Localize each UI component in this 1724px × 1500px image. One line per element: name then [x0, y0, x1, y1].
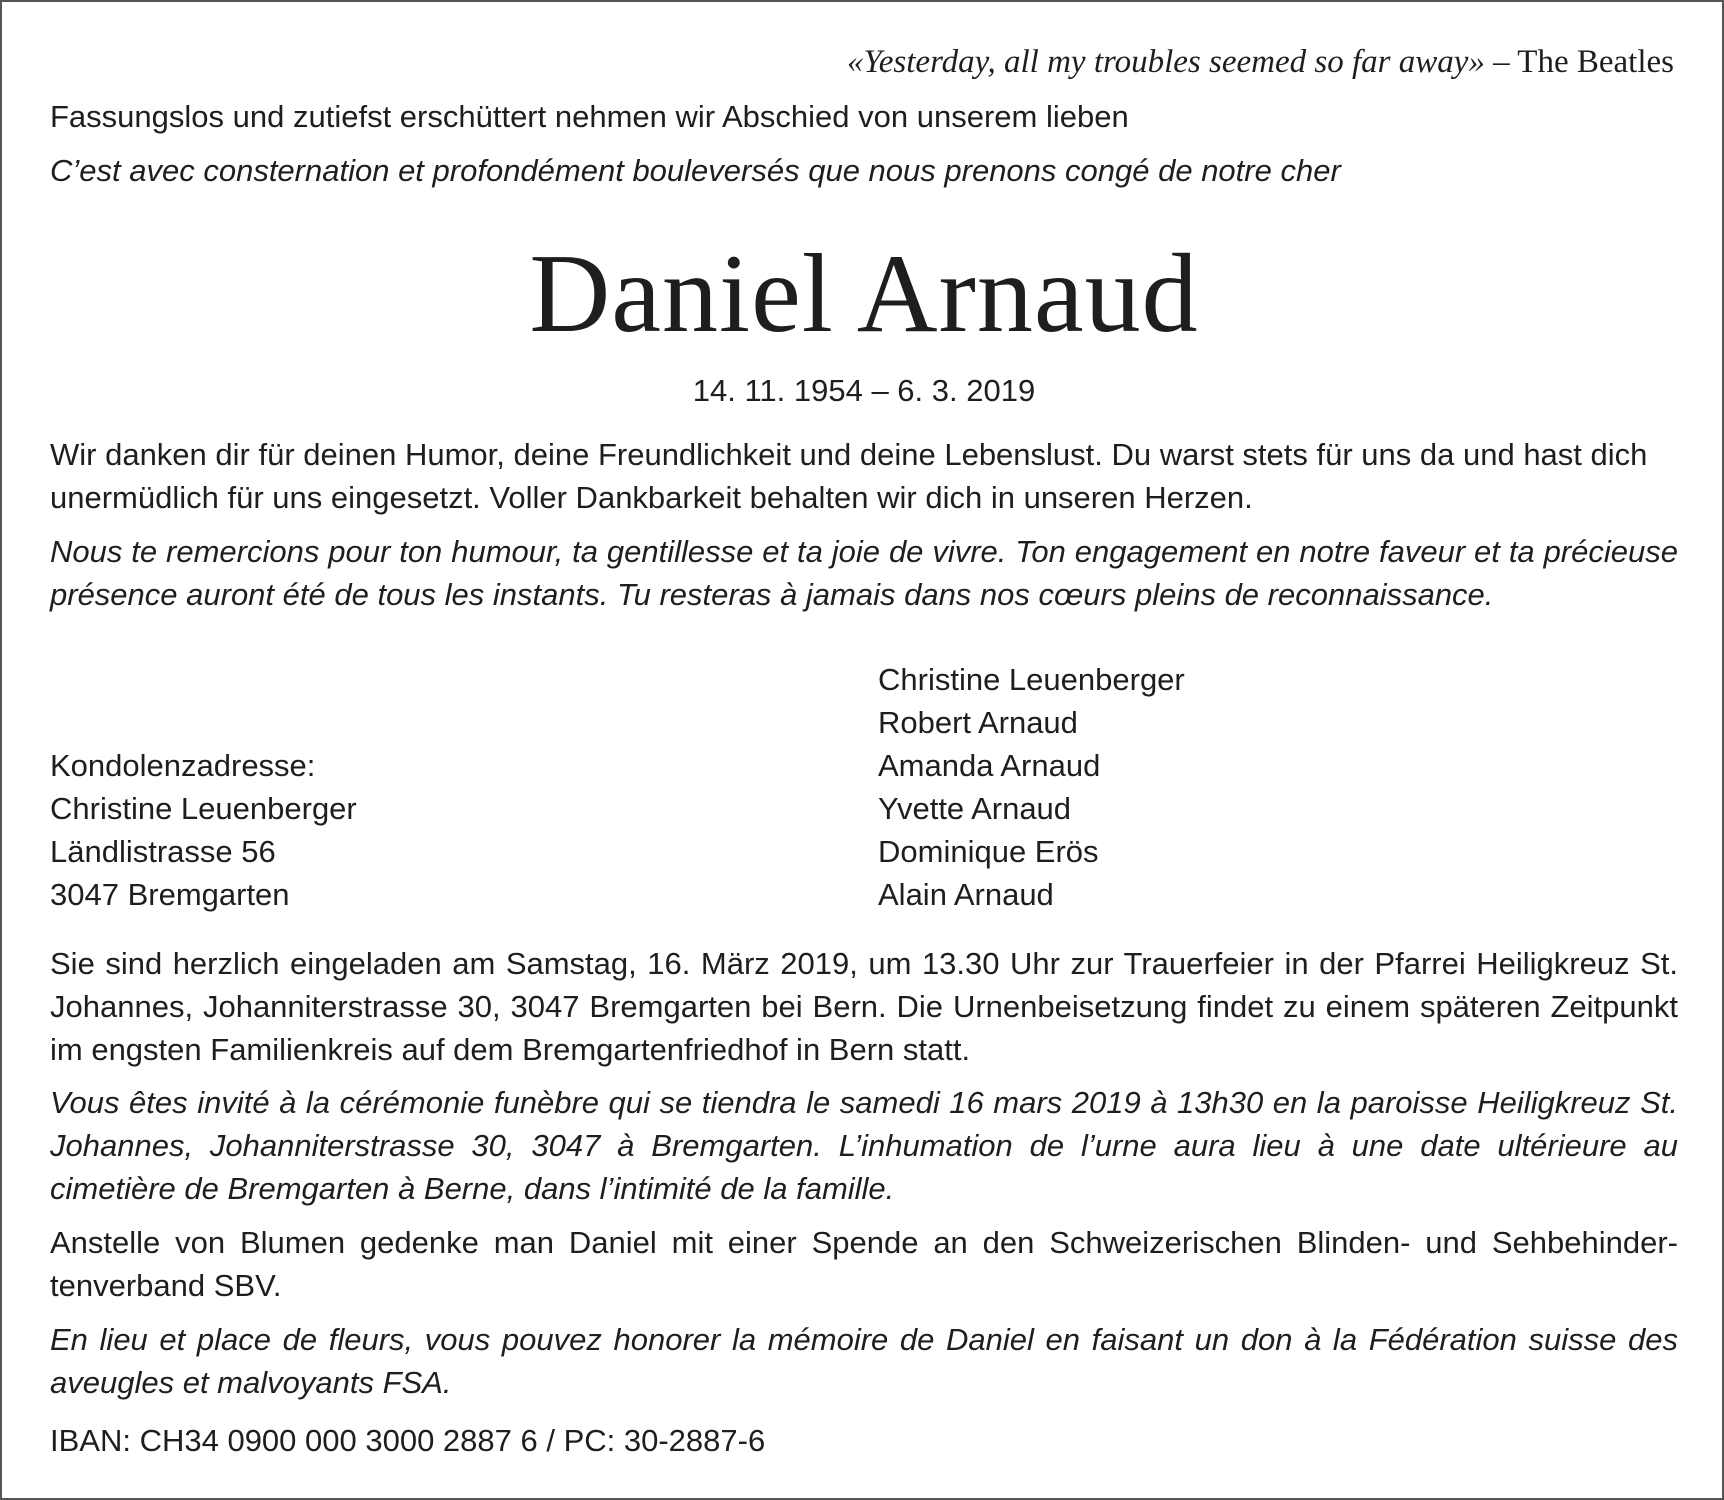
life-dates: 14. 11. 1954 – 6. 3. 2019 — [692, 373, 1036, 408]
bank-details: IBAN: CH34 0900 000 3000 2887 6 / PC: 30-2887-6 — [50, 1423, 766, 1458]
ceremony-german: Sie sind herzlich eingeladen am Samstag, 16. März 2019, um 13.30 Uhr zur Trauerfeier in der Pfarrei Heiligkreuz St. Johannes, Johanniterstrasse 30, 3047 Bremgarten bei Bern. Die Urnenbeisetzung findet zu einem späteren Zeitpunkt im engsten Familienkreis auf dem Bremgartenfriedhof in Bern statt. — [50, 946, 1678, 1067]
condolence-label: Kondolenzadresse: — [50, 748, 316, 783]
intro-french: C’est avec consternation et profondément bouleversés que nous prenons congé de notre cher — [50, 153, 1341, 188]
epigraph-quote: «Yesterday, all my troubles seemed so far away» — [846, 44, 1485, 80]
family-member: Alain Arnaud — [878, 877, 1054, 912]
family-member: Dominique Erös — [878, 834, 1099, 869]
epigraph-author: – The Beatles — [1484, 44, 1674, 80]
epigraph — [847, 42, 1674, 81]
thanks-french: Nous te remercions pour ton humour, ta gentillesse et ta joie de vivre. Ton engagement en notre faveur et ta précieuse présence auront été de tous les instants. Tu resteras à jamais dans nos cœurs pleins de reconnaissance. — [50, 534, 1678, 612]
thanks-german: Wir danken dir für deinen Humor, deine Freundlichkeit und deine Lebenslust. Du warst stets für uns da und hast dich unermüdlich für uns eingesetzt. Voller Dankbarkeit behalten wir dich in unseren Herzen. — [50, 437, 1648, 515]
condolence-street: Ländlistrasse 56 — [50, 834, 276, 869]
ceremony-french: Vous êtes invité à la cérémonie funèbre qui se tiendra le samedi 16 mars 2019 à 13h30 en la paroisse Heiligkreuz St. Johannes, Johanniterstrasse 30, 3047 à Bremgarten. L’inhumation de l’urne aura lieu à une date ultérieure au cimetière de Bremgarten à Berne, dans l’intimité de la famille. — [50, 1085, 1678, 1206]
family-member: Amanda Arnaud — [878, 748, 1101, 783]
donation-french: En lieu et place de fleurs, vous pouvez honorer la mémoire de Daniel en faisant un don à la Fédération suisse des aveugles et malvoyants FSA. — [50, 1322, 1678, 1400]
family-member: Robert Arnaud — [878, 705, 1078, 740]
family-member: Yvette Arnaud — [878, 791, 1072, 826]
donation-german: Anstelle von Blumen gedenke man Daniel mit einer Spende an den Schweizerischen Blinden- und Sehbehindertenverband SBV. — [50, 1225, 1678, 1303]
deceased-name: Daniel Arnaud — [529, 232, 1199, 356]
intro-german: Fassungslos und zutiefst erschüttert nehmen wir Abschied von unserem lieben — [50, 99, 1129, 134]
condolence-name: Christine Leuenberger — [50, 791, 357, 826]
family-member: Christine Leuenberger — [878, 662, 1185, 697]
condolence-city: 3047 Bremgarten — [50, 877, 290, 912]
